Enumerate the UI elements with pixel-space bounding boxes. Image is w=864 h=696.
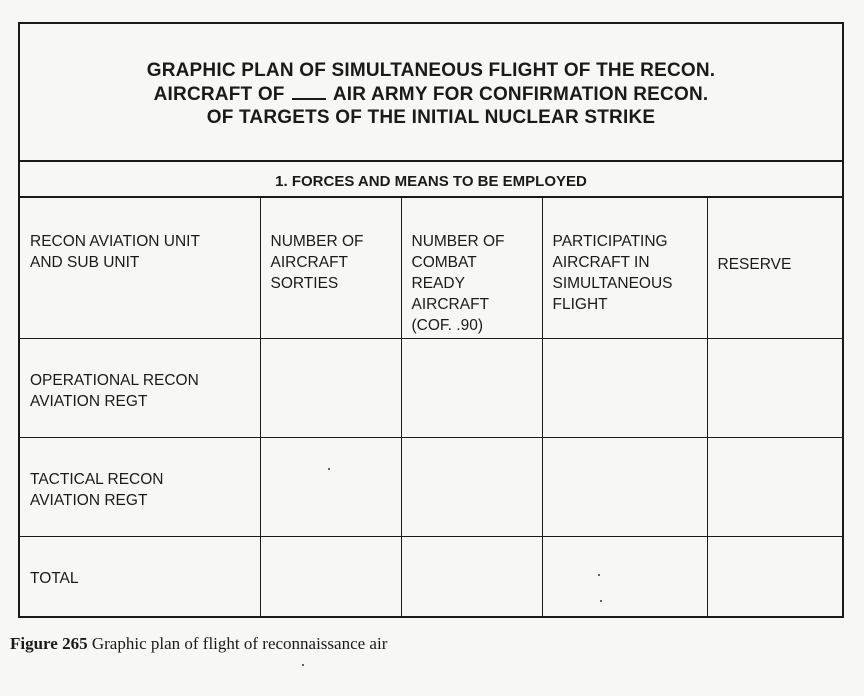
column-header-combat-ready: NUMBER OF COMBAT READY AIRCRAFT (COF. .90): [401, 198, 542, 338]
column-header-participating: PARTICIPATING AIRCRAFT IN SIMULTANEOUS FLIGHT: [542, 198, 707, 338]
table-cell: [401, 536, 542, 616]
table-cell: [401, 437, 542, 536]
figure-caption-text: Graphic plan of flight of reconnaissance air: [91, 634, 388, 653]
table-row: [20, 338, 842, 437]
forces-table: [20, 198, 842, 616]
table-cell: [401, 338, 542, 437]
title-line-2-prefix: AIRCRAFT OF: [153, 84, 285, 105]
title-line-2: [154, 82, 709, 106]
table-cell: [542, 536, 707, 616]
scan-speck: [598, 574, 600, 576]
table-cell: [542, 437, 707, 536]
plan-form: [18, 22, 844, 618]
column-header-unit: RECON AVIATION UNIT AND SUB UNIT: [20, 198, 260, 338]
table-cell: [707, 437, 842, 536]
figure-label: Figure 265: [10, 634, 88, 653]
table-cell: [542, 338, 707, 437]
table-cell: [260, 536, 401, 616]
table-row: [20, 437, 842, 536]
figure-caption: [10, 634, 387, 654]
table-row-total: [20, 536, 842, 616]
title-line-1: GRAPHIC PLAN OF SIMULTANEOUS FLIGHT OF THE RECON.: [146, 60, 716, 81]
table-cell: [260, 338, 401, 437]
title-line-2-suffix: AIR ARMY FOR CONFIRMATION RECON.: [332, 84, 709, 105]
scan-speck: [600, 600, 602, 602]
scan-speck: [328, 468, 330, 470]
title-block: [20, 24, 842, 162]
scan-speck: [302, 664, 304, 666]
air-army-blank: [292, 82, 326, 100]
row-label: TOTAL: [20, 536, 260, 616]
table-cell: [707, 536, 842, 616]
column-header-reserve: RESERVE: [707, 198, 842, 338]
table-cell: [260, 437, 401, 536]
column-header-sorties: NUMBER OF AIRCRAFT SORTIES: [260, 198, 401, 338]
table-header-row: [20, 198, 842, 338]
title-line-3: OF TARGETS OF THE INITIAL NUCLEAR STRIKE: [206, 107, 656, 128]
row-label: TACTICAL RECON AVIATION REGT: [20, 437, 260, 536]
table-cell: [707, 338, 842, 437]
row-label: OPERATIONAL RECON AVIATION REGT: [20, 338, 260, 437]
section-header: 1. FORCES AND MEANS TO BE EMPLOYED: [20, 162, 842, 198]
